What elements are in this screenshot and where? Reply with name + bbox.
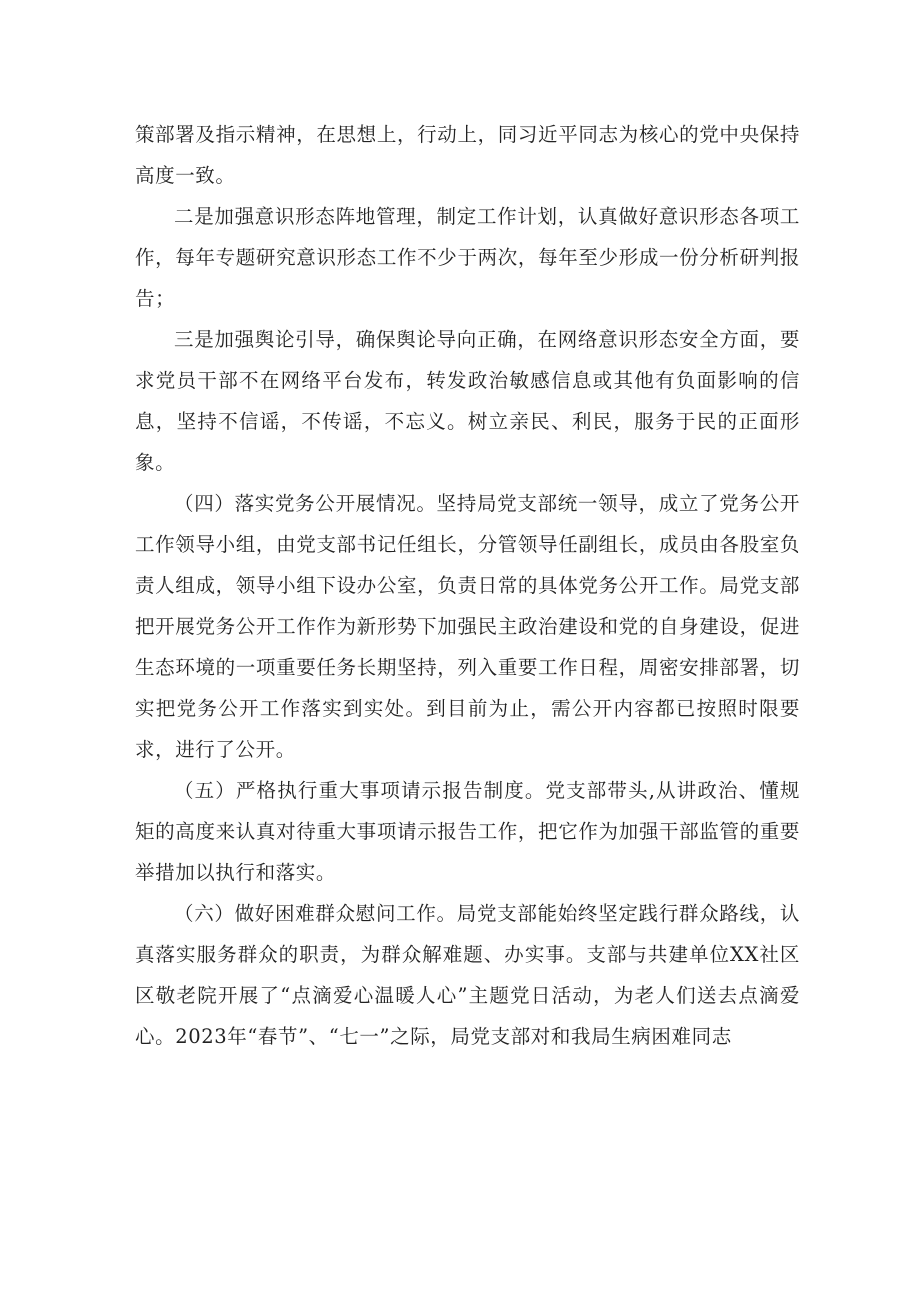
paragraph-party-affairs-disclosure: （四）落实党务公开展情况。坚持局党支部统一领导，成立了党务公开工作领导小组，由党支部书记任组长，分管领导任副组长，成员由各股室负责人组成，领导小组下设办公室，负责日常的具体党务公开工作。局党支部把开展党务公开工作作为新形势下加强民主政治建设和党的自身建设，促进生态环境的一项重要任务长期坚持，列入重要工作日程，周密安排部署，切实把党务公开工作落实到实处。到目前为止，需公开内容都已按照时限要求，进行了公开。: [135, 492, 800, 761]
paragraph-continuation: 策部署及指示精神，在思想上，行动上，同习近平同志为核心的党中央保持高度一致。: [135, 123, 800, 187]
document-body: [135, 114, 800, 1057]
paragraph-public-opinion: 三是加强舆论引导，确保舆论导向正确，在网络意识形态安全方面，要求党员干部不在网络平台发布，转发政治敏感信息或其他有负面影响的信息，坚持不信谣，不传谣，不忘义。树立亲民、利民，服务于民的正面形象。: [135, 328, 800, 474]
paragraph-condolence-work: （六）做好困难群众慰问工作。局党支部能始终坚定践行群众路线，认真落实服务群众的职责，为群众解难题、办实事。支部与共建单位XX社区区敬老院开展了“点滴爱心温暖人心”主题党日活动，为老人们送去点滴爱心。2023年“春节”、“七一”之际，局党支部对和我局生病困难同志: [135, 902, 800, 1048]
paragraph-ideology-management: 二是加强意识形态阵地管理，制定工作计划，认真做好意识形态各项工作，每年专题研究意识形态工作不少于两次，每年至少形成一份分析研判报告；: [135, 205, 800, 310]
paragraph-major-matters-reporting: （五）严格执行重大事项请示报告制度。党支部带头,从讲政治、懂规矩的高度来认真对待重大事项请示报告工作，把它作为加强干部监管的重要举措加以执行和落实。: [135, 779, 800, 884]
